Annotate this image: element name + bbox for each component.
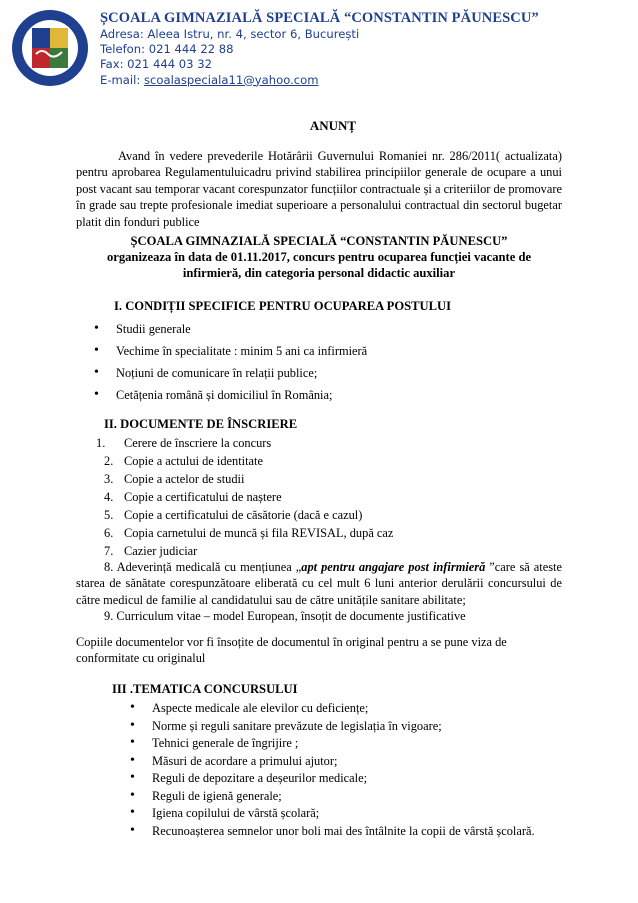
section-1-heading: I. CONDIȚII SPECIFICE PENTRU OCUPAREA POSTULUI [114, 299, 452, 313]
list-item: • Igiena copilului de vârstă școlară; [152, 806, 535, 824]
list-item: • Noțiuni de comunicare în relații publice; [116, 366, 367, 388]
intro-paragraph: Avand în vedere prevederile Hotărârii Guvernului Romaniei nr. 286/2011( actualizata) pentru aprobarea Regulamentuluicadru privind stabilirea principiilor generale de ocupare a unui post vacant sau temporar vacant corespunzator funcțiilor contractuale și a criteriilor de promovare în grade sau trepte profesionale imediat superioare a personalului contractual din sectorul bugetar platit din fonduri publice [76, 149, 562, 229]
item-8-end: ”care să ateste starea de sănătate corespunzătoare eliberată cu cel mult 6 luni anterior derulării concursului de către medicul de familie al candidatului sau de către unitățile sanitare abilitate; [76, 560, 562, 607]
school-address: Adresa: Aleea Istru, nr. 4, sector 6, București [100, 27, 360, 41]
item-8-emphasis: apt pentru angajare post infirmieră [301, 560, 486, 574]
item-number: 3. [104, 472, 114, 486]
section-2-item-8 [76, 559, 562, 608]
letterhead-text [100, 10, 539, 88]
item-number: 2. [104, 454, 114, 468]
email-link[interactable]: scoalaspeciala11@yahoo.com [143, 72, 319, 87]
item-text: Copie a certificatului de căsătorie (dacă e cazul) [124, 508, 363, 522]
list-item: • Vechime în specialitate : minim 5 ani ca infirmieră [116, 344, 367, 366]
item-number: 1. [96, 436, 106, 450]
item-number: 4. [104, 490, 114, 504]
list-item: • Studii generale [116, 322, 367, 344]
list-item: • Reguli de igienă generale; [152, 789, 535, 807]
list-item: • Reguli de depozitare a deșeurilor medicale; [152, 771, 535, 789]
item-text: Copia carnetului de muncă și fila REVISAL, după caz [124, 526, 394, 540]
list-item [104, 508, 393, 526]
list-item: • Tehnici generale de îngrijire ; [152, 736, 535, 754]
item-8-start: 8. Adeverință medicală cu mențiunea „ [104, 560, 302, 574]
copies-note: Copiile documentelor vor fi însoțite de documentul în original pentru a se pune viza de conformitate cu originalul [76, 635, 507, 666]
item-number: 7. [104, 544, 114, 558]
item-text: Cerere de înscriere la concurs [124, 436, 272, 450]
page-title: ANUNȚ [309, 118, 357, 133]
section-3-list [152, 701, 535, 841]
item-text: Cazier judiciar [124, 544, 198, 558]
item-text: Copie a actelor de studii [124, 472, 245, 486]
letterhead [6, 6, 626, 92]
list-item [104, 490, 393, 508]
list-item: • Recunoașterea semnelor unor boli mai des întâlnite la copii de vârstă școlară. [152, 824, 535, 842]
item-text: Copie a certificatului de naștere [124, 490, 282, 504]
section-2-heading: II. DOCUMENTE DE ÎNSCRIERE [104, 417, 298, 431]
section-1-list [116, 322, 367, 410]
school-fax: Fax: 021 444 03 32 [100, 57, 212, 72]
list-item: • Cetățenia română și domiciliul în România; [116, 388, 367, 410]
list-item [96, 436, 393, 454]
item-number: 5. [104, 508, 114, 522]
announcement-line-1: ȘCOALA GIMNAZIALĂ SPECIALĂ “CONSTANTIN PĂUNESCU” [130, 234, 508, 248]
announcement-block [76, 233, 562, 281]
list-item [104, 454, 393, 472]
school-logo [10, 8, 90, 88]
list-item [104, 526, 394, 544]
school-name: ȘCOALA GIMNAZIALĂ SPECIALĂ “CONSTANTIN PĂUNESCU” [100, 10, 539, 26]
item-number: 6. [104, 526, 114, 540]
section-3-heading: III .TEMATICA CONCURSULUI [112, 682, 298, 696]
section-2-list [96, 436, 394, 562]
announcement-line-3: infirmieră, din categoria personal didactic auxiliar [182, 266, 456, 280]
list-item: • Măsuri de acordare a primului ajutor; [152, 754, 535, 772]
school-email-line [100, 73, 539, 88]
announcement-line-2: organizeaza în data de 01.11.2017, concurs pentru ocuparea funcției vacante de [106, 250, 532, 264]
school-phone: Telefon: 021 444 22 88 [100, 42, 234, 57]
list-item [104, 472, 393, 490]
list-item: • Aspecte medicale ale elevilor cu deficiențe; [152, 701, 535, 719]
section-2-item-9: 9. Curriculum vitae – model European, însoțit de documente justificative [104, 609, 466, 623]
email-label: E-mail: [100, 72, 144, 87]
item-text: Copie a actului de identitate [124, 454, 264, 468]
list-item: • Norme și reguli sanitare prevăzute de legislația în vigoare; [152, 719, 535, 737]
